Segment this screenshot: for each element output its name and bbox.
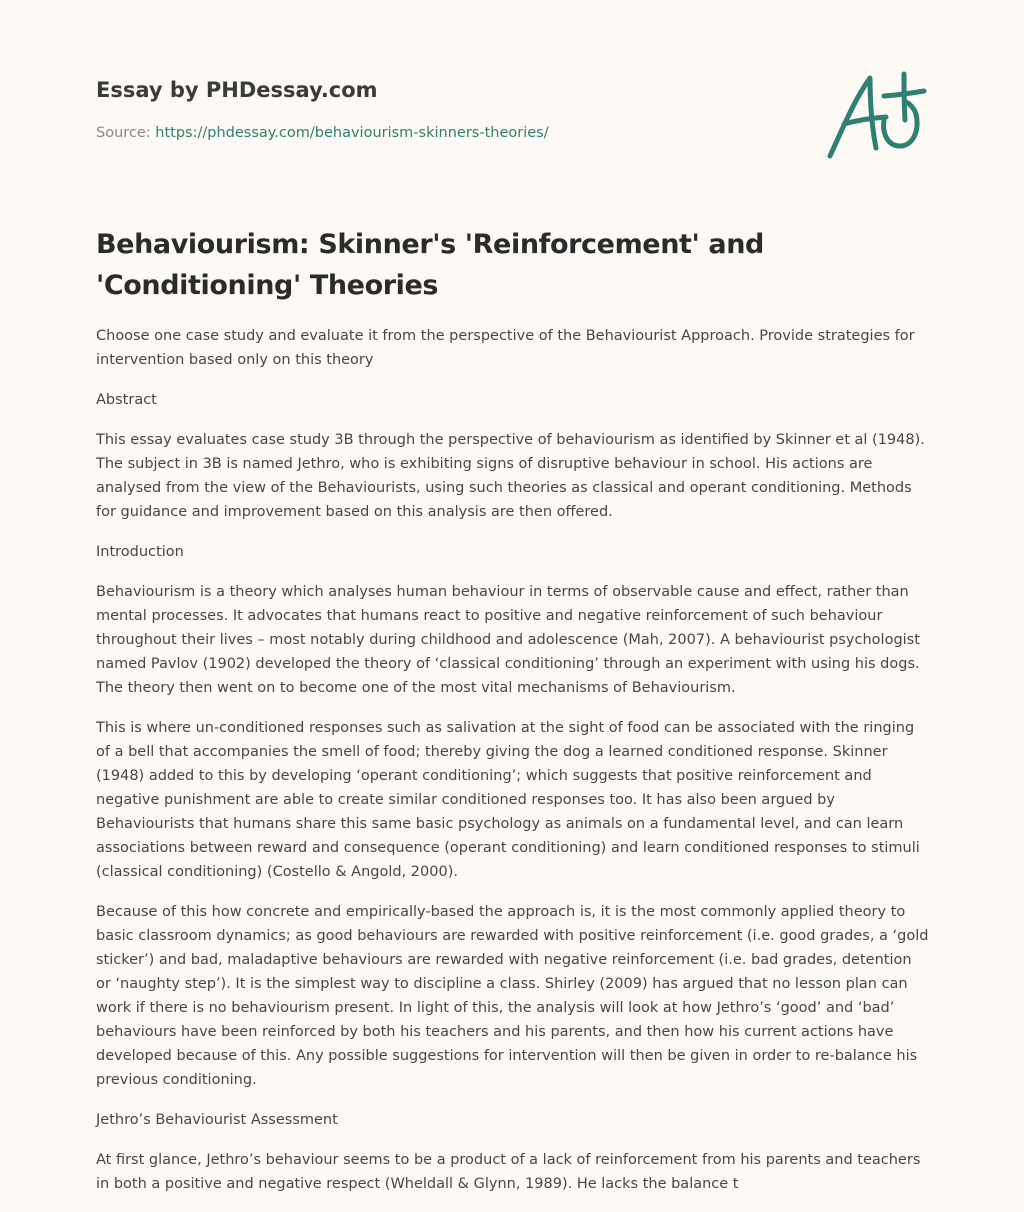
paragraph-introduction-2: This is where un-conditioned responses such as salivation at the sight of food can be associated with the ringing of a bell that accompanies the smell of food; thereby giving the dog a learned conditioned response. Skinner (1948) added to this by developing ‘operant conditioning’; which suggests that positive reinforcement and negative punishment are able to create similar conditioned responses too. It has also been argued by Behaviourists that humans share this same basic psychology as animals on a fundamental level, and can learn associations between reward and consequence (operant conditioning) and learn conditioned responses to stimuli (classical conditioning) (Costello & Angold, 2000). bbox=[96, 720, 920, 880]
paragraph-introduction-3: Because of this how concrete and empirically-based the approach is, it is the most commonly applied theory to basic classroom dynamics; as good behaviours are rewarded with positive reinforcement (i.e. good grades, a ‘gold sticker’) and bad, maladaptive behaviours are rewarded with negative reinforcement (i.e. bad grades, detention or ‘naughty step’). It is the simplest way to discipline a class. Shirley (2009) has argued that no lesson plan can work if there is no behaviourism present. In light of this, the analysis will look at how Jethro’s ‘good’ and ‘bad’ behaviours have been reinforced by both his teachers and his parents, and then how his current actions have developed because of this. Any possible suggestions for intervention will then be given in order to re-balance his previous conditioning. bbox=[96, 904, 929, 1088]
essay-page bbox=[96, 0, 930, 1212]
source-label: Source: bbox=[96, 125, 156, 141]
page-header bbox=[96, 76, 930, 176]
paragraph-prompt: Choose one case study and evaluate it from the perspective of the Behaviourist Approach. Provide strategies for intervention based only on this theory bbox=[96, 328, 915, 368]
source-line bbox=[96, 123, 549, 143]
paragraph-abstract: This essay evaluates case study 3B through the perspective of behaviourism as identified by Skinner et al (1948). The subject in 3B is named Jethro, who is exhibiting signs of disruptive behaviour in school. His actions are analysed from the view of the Behaviourists, using such theories as classical and operant conditioning. Methods for guidance and improvement based on this analysis are then offered. bbox=[96, 432, 925, 520]
heading-abstract: Abstract bbox=[96, 392, 157, 408]
site-title: Essay by PHDessay.com bbox=[96, 78, 378, 102]
essay-title: Behaviourism: Skinner's 'Reinforcement' and 'Conditioning' Theories bbox=[96, 229, 764, 301]
paragraph-assessment-1: At first glance, Jethro’s behaviour seems to be a product of a lack of reinforcement from his parents and teachers in both a positive and negative respect (Wheldall & Glynn, 1989). He lacks the balance t bbox=[96, 1152, 921, 1192]
essay-body bbox=[96, 324, 930, 1212]
heading-introduction: Introduction bbox=[96, 544, 184, 560]
a-plus-logo-icon bbox=[824, 68, 928, 164]
source-link[interactable]: https://phdessay.com/behaviourism-skinners-theories/ bbox=[155, 125, 549, 141]
paragraph-introduction-1: Behaviourism is a theory which analyses human behaviour in terms of observable cause and effect, rather than mental processes. It advocates that humans react to positive and negative reinforcement of such behaviour throughout their lives – most notably during childhood and adolescence (Mah, 2007). A behaviourist psychologist named Pavlov (1902) developed the theory of ‘classical conditioning’ through an experiment with using his dogs. The theory then went on to become one of the most vital mechanisms of Behaviourism. bbox=[96, 584, 920, 696]
heading-assessment: Jethro’s Behaviourist Assessment bbox=[96, 1112, 338, 1128]
